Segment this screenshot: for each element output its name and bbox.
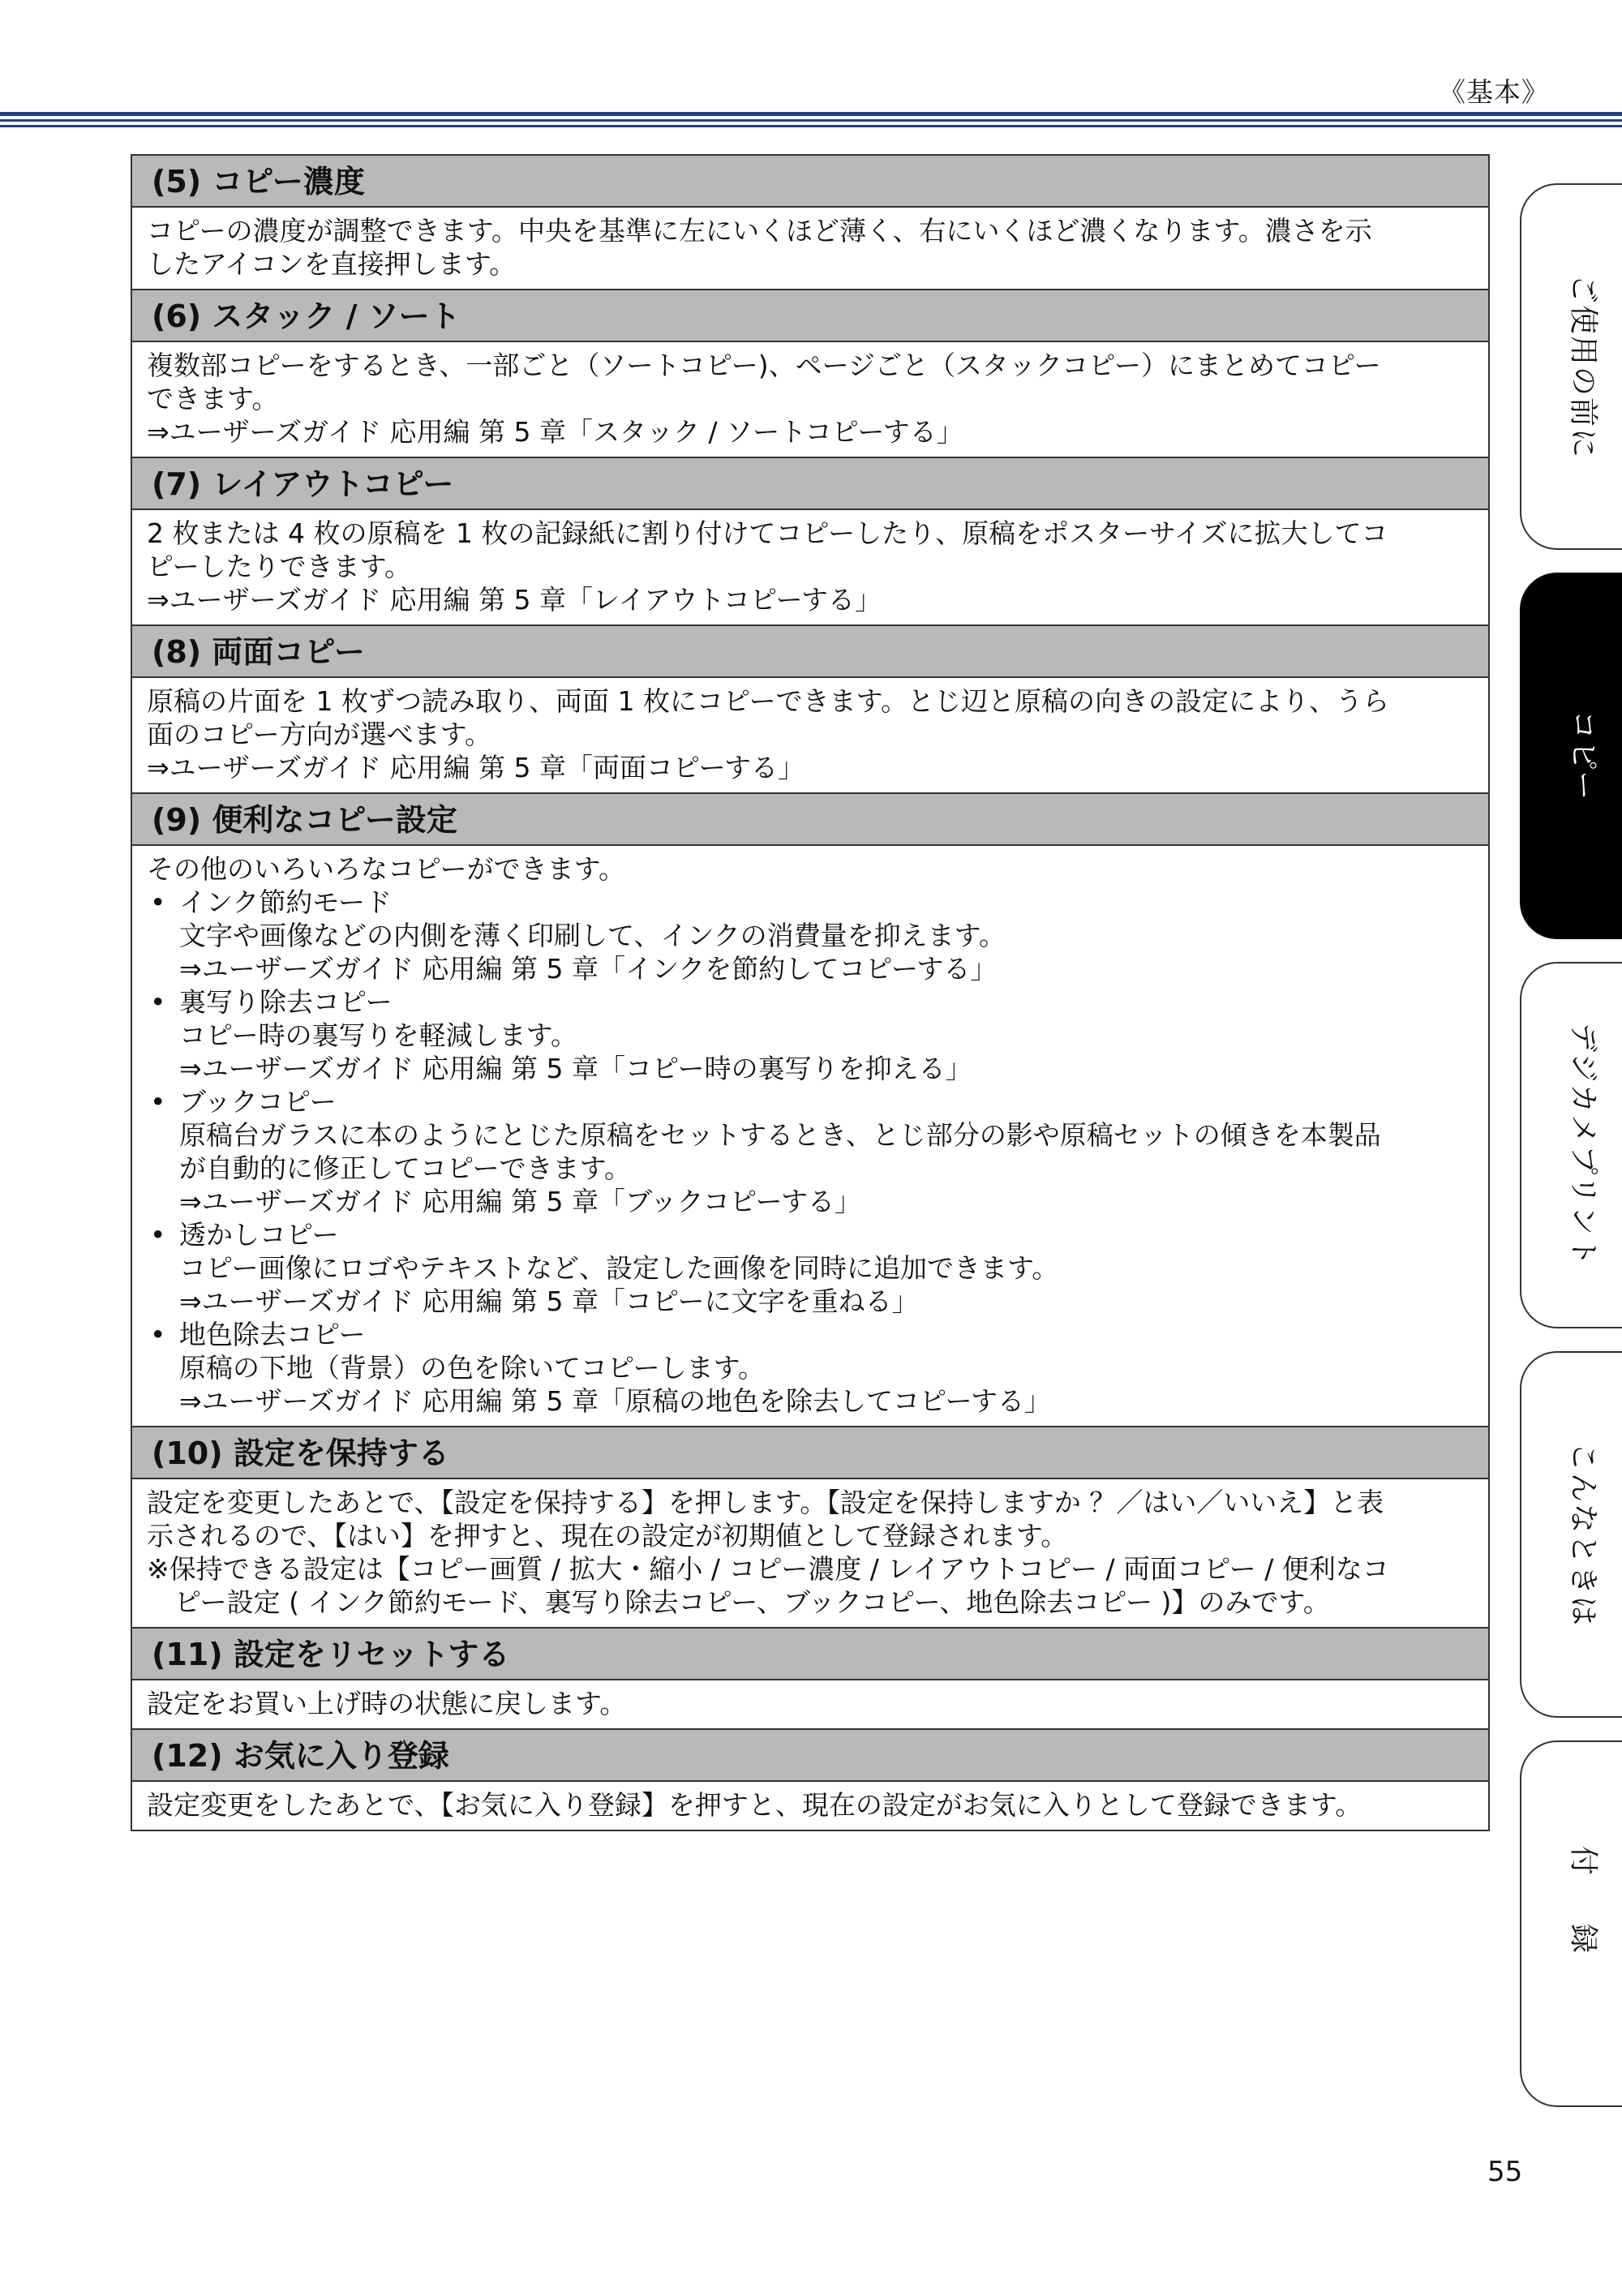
reference-link: ⇒ユーザーズガイド 応用編 第 5 章「インクを節約してコピーする」 (179, 953, 998, 985)
section-keep-settings (132, 1427, 1488, 1629)
section-body (132, 1680, 1488, 1730)
list-item (147, 1318, 1474, 1418)
list-item (147, 886, 1474, 985)
bullet-icon: • (150, 1319, 166, 1350)
note-line: ピー設定 ( インク節約モード、裏写り除去コピー、ブックコピー、地色除去コピー )】のみです。 (174, 1586, 1330, 1618)
section-body (132, 1782, 1488, 1830)
tab-appendix[interactable] (1520, 1740, 1622, 2107)
bullet-icon: • (150, 1219, 166, 1251)
section-body (132, 678, 1488, 794)
section-title: (6) スタック / ソート (132, 290, 1488, 342)
body-line: が自動的に修正してコピーできます。 (179, 1152, 632, 1184)
body-line: 文字や画像などの内側を薄く印刷して、インクの消費量を抑えます。 (179, 920, 1006, 951)
section-title: (8) 両面コピー (132, 626, 1488, 678)
body-line: 原稿の片面を 1 枚ずつ読み取り、両面 1 枚にコピーできます。とじ辺と原稿の向きの設定により、うら (147, 685, 1389, 717)
reference-link: ⇒ユーザーズガイド 応用編 第 5 章「レイアウトコピーする」 (147, 584, 882, 616)
reference-link: ⇒ユーザーズガイド 応用編 第 5 章「ブックコピーする」 (179, 1186, 862, 1217)
section-body (132, 208, 1488, 290)
tab-before-use[interactable] (1520, 183, 1622, 550)
tab-label: 付録 (1566, 1845, 1600, 2002)
body-line: 2 枚または 4 枚の原稿を 1 枚の記録紙に割り付けてコピーしたり、原稿をポスターサイズに拡大してコ (147, 517, 1388, 549)
body-line: 原稿の下地（背景）の色を除いてコピーします。 (179, 1352, 766, 1384)
body-line: したアイコンを直接押します。 (147, 248, 517, 280)
body-line: 設定変更をしたあとで、【お気に入り登録】を押すと、現在の設定がお気に入りとして登録できます。 (147, 1789, 1362, 1821)
body-line: できます。 (147, 383, 279, 414)
list-item-title: ブックコピー (179, 1086, 337, 1118)
list-item-title: インク節約モード (179, 886, 393, 918)
section-body (132, 510, 1488, 626)
reference-link: ⇒ユーザーズガイド 応用編 第 5 章「コピー時の裏写りを抑える」 (179, 1053, 972, 1084)
body-line: 設定をお買い上げ時の状態に戻します。 (147, 1688, 627, 1719)
body-line: コピー画像にロゴやテキストなど、設定した画像を同時に追加できます。 (179, 1252, 1059, 1284)
tab-troubleshooting[interactable] (1520, 1351, 1622, 1718)
list-item (147, 1218, 1474, 1318)
section-title: (9) 便利なコピー設定 (132, 794, 1488, 846)
body-line: コピーの濃度が調整できます。中央を基準に左にいくほど薄く、右にいくほど濃くなります。濃さを示 (147, 215, 1372, 247)
section-title: (5) コピー濃度 (132, 156, 1488, 208)
reference-link: ⇒ユーザーズガイド 応用編 第 5 章「原稿の地色を除去してコピーする」 (179, 1385, 1051, 1417)
page-number: 55 (1487, 2156, 1523, 2188)
tab-label: デジカメプリント (1566, 1023, 1600, 1268)
chapter-label: 《基本》 (1439, 76, 1549, 108)
section-title: (7) レイアウトコピー (132, 458, 1488, 510)
section-convenient-copy (132, 794, 1488, 1427)
section-body (132, 1479, 1488, 1629)
reference-link: ⇒ユーザーズガイド 応用編 第 5 章「両面コピーする」 (147, 752, 805, 783)
tab-digital-camera-print[interactable] (1520, 962, 1622, 1328)
section-title: (11) 設定をリセットする (132, 1629, 1488, 1680)
body-line: ピーしたりできます。 (147, 551, 412, 582)
tab-copy[interactable] (1520, 573, 1622, 939)
section-reset-settings (132, 1629, 1488, 1730)
tab-label: こんなときは (1566, 1441, 1600, 1628)
body-line: その他のいろいろなコピーができます。 (147, 853, 626, 885)
section-layout-copy (132, 458, 1488, 626)
section-copy-density (132, 156, 1488, 290)
section-body (132, 342, 1488, 458)
list-item (147, 985, 1474, 1085)
header-rule (0, 125, 1622, 127)
section-title: (12) お気に入り登録 (132, 1730, 1488, 1782)
bullet-icon: • (150, 1086, 166, 1118)
body-line: コピー時の裏写りを軽減します。 (179, 1019, 578, 1051)
header-rule (0, 119, 1622, 122)
section-stack-sort (132, 290, 1488, 458)
tab-label: コピー (1566, 710, 1600, 802)
list-item-title: 地色除去コピー (179, 1319, 366, 1350)
section-body (132, 846, 1488, 1427)
body-line: 原稿台ガラスに本のようにとじた原稿をセットするとき、とじ部分の影や原稿セットの傾きを本製品 (179, 1119, 1381, 1151)
body-line: 設定を変更したあとで、【設定を保持する】を押します。【設定を保持しますか ？／はい／いいえ】と表 (147, 1487, 1384, 1518)
body-line: 示されるので、【はい】を押すと、現在の設定が初期値として登録されます。 (147, 1520, 1068, 1551)
bullet-icon: • (150, 986, 166, 1018)
list-item (147, 1085, 1474, 1218)
tab-label: ご使用の前に (1566, 273, 1600, 460)
body-line: 面のコピー方向が選べます。 (147, 719, 492, 750)
section-favorites (132, 1730, 1488, 1830)
section-duplex-copy (132, 626, 1488, 794)
list-item-title: 透かしコピー (179, 1219, 339, 1251)
settings-table (131, 154, 1490, 1831)
note-line: ※保持できる設定は【コピー画質 / 拡大・縮小 / コピー濃度 / レイアウトコピー / 両面コピー / 便利なコ (147, 1553, 1389, 1585)
reference-link: ⇒ユーザーズガイド 応用編 第 5 章「スタック / ソートコピーする」 (147, 416, 963, 448)
list-item-title: 裏写り除去コピー (179, 986, 393, 1018)
body-line: 複数部コピーをするとき、一部ごと（ソートコピー)、ページごと（スタックコピー）にまとめてコピー (147, 350, 1381, 381)
reference-link: ⇒ユーザーズガイド 応用編 第 5 章「コピーに文字を重ねる」 (179, 1285, 919, 1317)
section-title: (10) 設定を保持する (132, 1427, 1488, 1479)
bullet-icon: • (150, 886, 166, 918)
header-rule (0, 112, 1622, 116)
